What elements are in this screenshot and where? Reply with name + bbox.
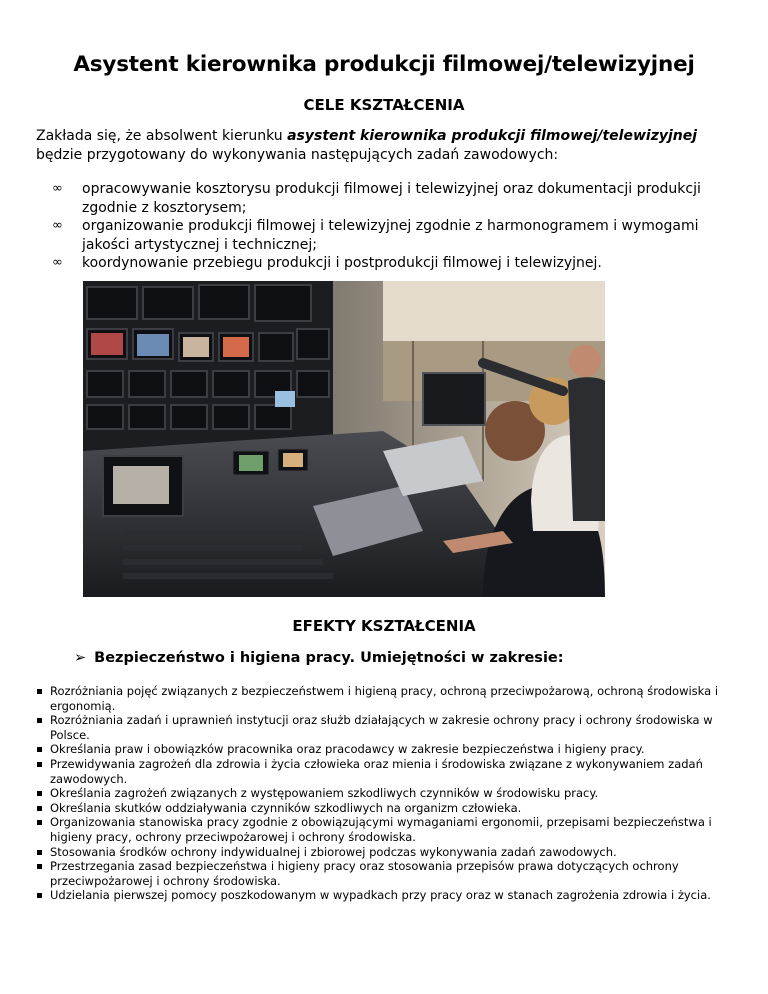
skill-text: Przestrzegania zasad bezpieczeństwa i higieny pracy oraz stosowania przepisów prawa dotyczących ochrony przeciwpożarowej i ochrony środowiska. [50,859,679,888]
skill-text: Określania zagrożeń związanych z występowaniem szkodliwych czynników w środowisku pracy. [50,786,599,801]
skill-text: Określania skutków oddziaływania czynników szkodliwych na organizm człowieka. [50,800,522,815]
intro-suffix: będzie przygotowany do wykonywania następujących zadań zawodowych: [36,147,559,163]
intro-prefix: Zakłada się, że absolwent kierunku [36,128,288,144]
square-bullet-icon [37,689,42,694]
skill-item [36,786,736,801]
heading-effects: EFEKTY KSZTAŁCENIA [292,617,476,635]
square-bullet-icon [37,864,42,869]
skill-text: Organizowania stanowiska pracy zgodnie z obowiązującymi wymaganiami ergonomii, przepisami bezpieczeństwa i higieny pracy, ochrony przeciwpożarowej i ochrony środowiska. [50,815,712,844]
infinity-bullet-icon: ∞ [52,218,63,233]
square-bullet-icon [37,747,42,752]
skill-text: Określania praw i obowiązków pracownika oraz pracodawcy w zakresie bezpieczeństwa i higieny pracy. [50,742,645,757]
section-heading [74,650,564,666]
arrow-bullet-icon: ➢ [74,650,87,666]
skill-text: Przewidywania zagrożeń dla zdrowia i życia człowieka oraz mienia i środowiska związane z wykonywaniem zadań zawodowych. [50,756,703,786]
intro-paragraph [36,127,736,165]
goal-item [36,217,736,254]
infinity-bullet-icon: ∞ [52,255,63,270]
skill-item [36,713,736,742]
goal-text: organizowanie produkcji filmowej i telewizyjnej zgodnie z harmonogramem i wymogami jakości artystycznej i technicznej; [82,218,699,253]
skill-text: Rozróżniania pojęć związanych z bezpieczeństwem i higieną pracy, ochroną przeciwpożarową, ochroną środowiska i ergonomią. [50,684,719,713]
document-title: Asystent kierownika produkcji filmowej/telewizyjnej [73,52,695,77]
skill-text: Rozróżniania zadań i uprawnień instytucji oraz służb działających w zakresie ochrony pracy i ochrony środowiska w Polsce. [50,713,713,742]
square-bullet-icon [37,718,42,723]
skill-item [36,815,736,844]
skill-item [36,757,736,786]
skill-text: Udzielania pierwszej pomocy poszkodowanym w wypadkach przy pracy oraz w stanach zagrożenia zdrowia i życia. [50,888,711,903]
section-title: Bezpieczeństwo i higiena pracy. Umiejętności w zakresie: [94,650,564,666]
skill-item [36,859,736,888]
skill-item [36,888,736,903]
intro-emphasis: asystent kierownika produkcji filmowej/telewizyjnej [287,128,698,144]
square-bullet-icon [37,762,42,767]
goal-item [36,254,736,273]
goal-text: koordynowanie przebiegu produkcji i postprodukcji filmowej i telewizyjnej. [82,255,602,271]
infinity-bullet-icon: ∞ [52,181,63,196]
square-bullet-icon [37,850,42,855]
skill-item [36,684,736,713]
tv-control-room-photo [83,281,605,597]
goals-list [36,180,736,273]
skill-text: Stosowania środków ochrony indywidualnej i zbiorowej podczas wykonywania zadań zawodowych. [50,844,617,859]
square-bullet-icon [37,820,42,825]
skill-item [36,845,736,860]
square-bullet-icon [37,791,42,796]
square-bullet-icon [37,806,42,811]
heading-goals: CELE KSZTAŁCENIA [303,96,465,114]
skills-list [36,684,736,903]
goal-item [36,180,736,217]
control-room-illustration [83,281,605,597]
skill-item [36,801,736,816]
skill-item [36,742,736,757]
goal-text: opracowywanie kosztorysu produkcji filmowej i telewizyjnej oraz dokumentacji produkcji zgodnie z kosztorysem; [82,181,701,216]
square-bullet-icon [37,893,42,898]
